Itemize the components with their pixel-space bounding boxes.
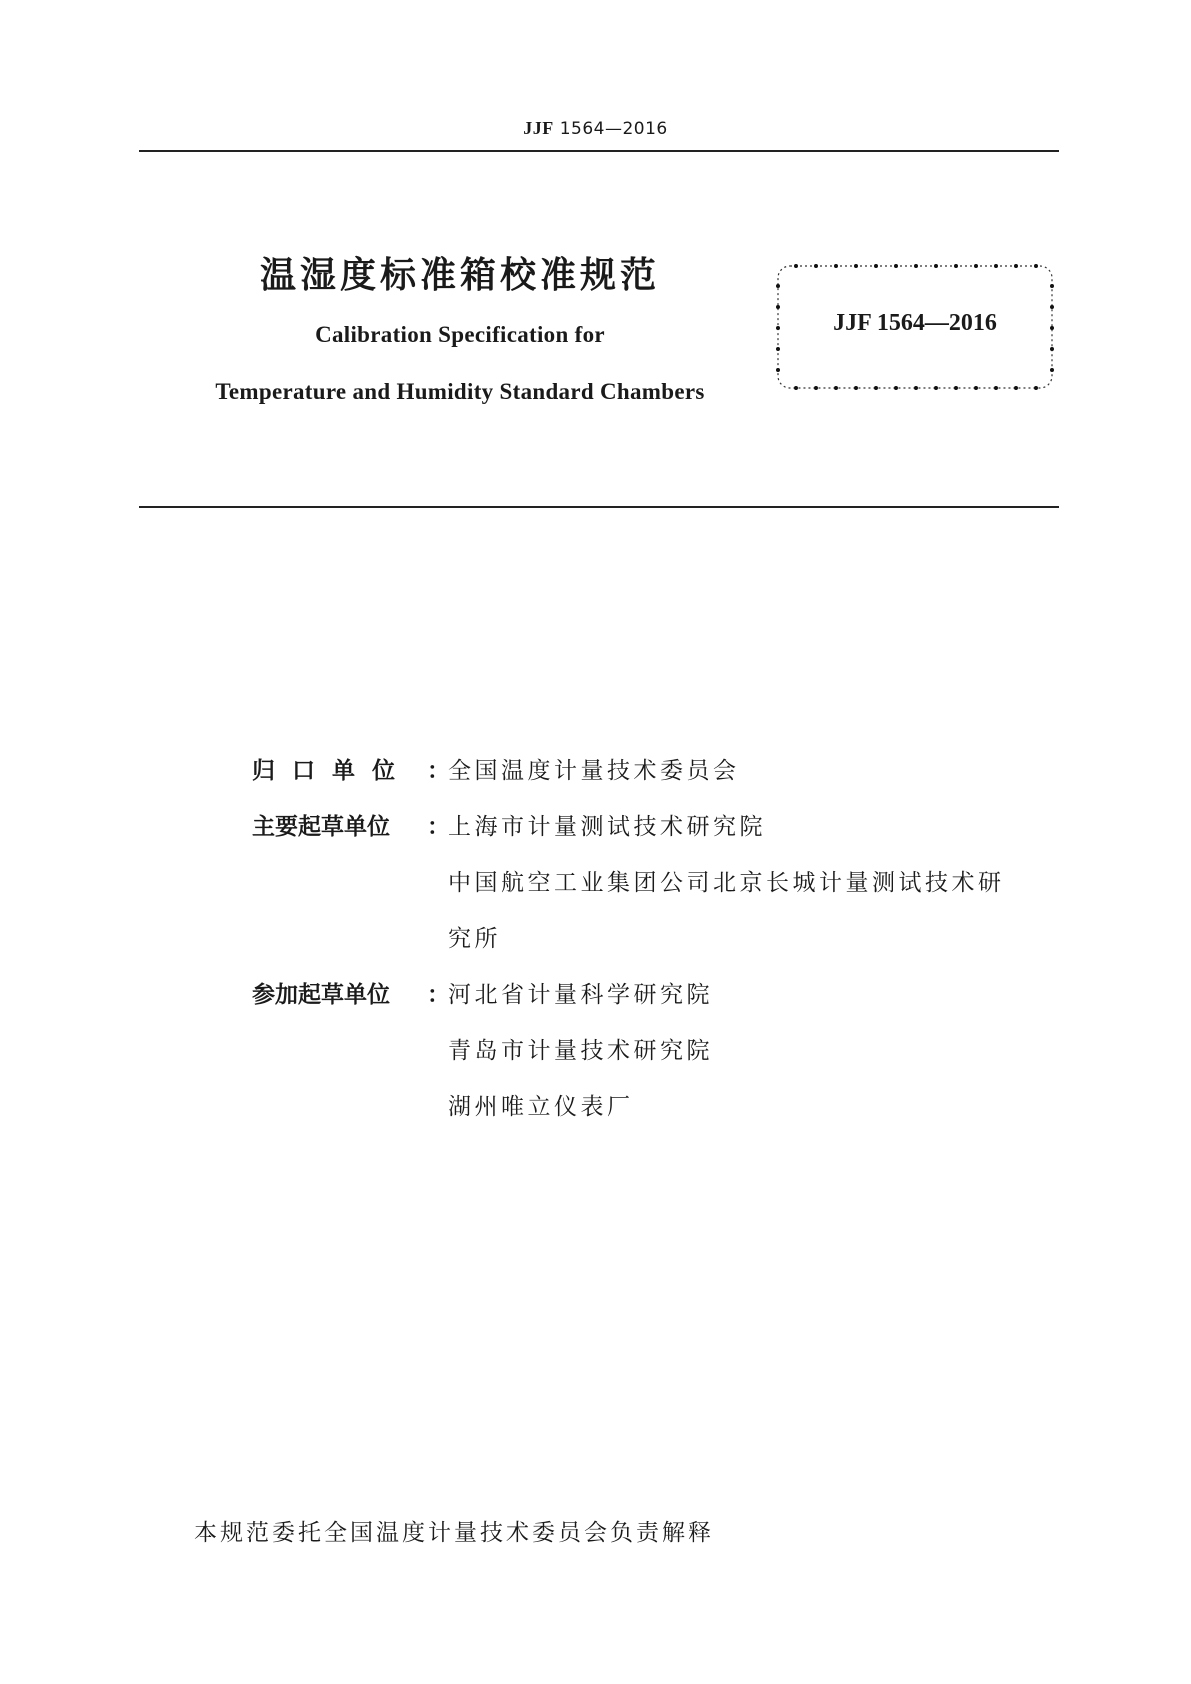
border-dot: [954, 386, 958, 390]
interpretation-note: 本规范委托全国温度计量技术委员会负责解释: [194, 1520, 714, 1546]
main-drafting-unit-label: 主要起草单位: [252, 814, 390, 840]
border-dot: [814, 264, 818, 268]
border-dot: [814, 386, 818, 390]
border-dot: [834, 264, 838, 268]
title-chinese: 温湿度标准箱校准规范: [259, 255, 660, 296]
border-dot: [1014, 386, 1018, 390]
border-dot: [1050, 305, 1054, 309]
header-rule: [139, 150, 1059, 152]
border-dot: [776, 368, 780, 372]
participating-unit-name: 湖州唯立仪表厂: [448, 1094, 634, 1120]
border-dot: [974, 386, 978, 390]
title-english-line-2: Temperature and Humidity Standard Chambers: [215, 379, 705, 404]
standard-number: JJF 1564—2016: [833, 310, 997, 336]
centralized-unit-name: 全国温度计量技术委员会: [448, 758, 740, 784]
main-drafting-unit-colon: ：: [427, 814, 450, 840]
border-dot: [776, 305, 780, 309]
border-dot: [854, 264, 858, 268]
participating-unit-name: 河北省计量科学研究院: [448, 982, 713, 1008]
main-drafting-unit-name: 上海市计量测试技术研究院: [448, 814, 766, 840]
centralized-unit-label: 归口单位: [252, 758, 412, 784]
border-dot: [994, 264, 998, 268]
main-drafting-unit-name: 究所: [448, 926, 501, 952]
border-dot: [776, 284, 780, 288]
border-dot: [994, 386, 998, 390]
border-dot: [1050, 284, 1054, 288]
title-english-line-1: Calibration Specification for: [315, 322, 605, 347]
border-dot: [974, 264, 978, 268]
border-dot: [874, 386, 878, 390]
border-dot: [1034, 386, 1038, 390]
standard-number-box: [774, 262, 1056, 392]
header-code: JJF: [523, 118, 554, 138]
border-dot: [914, 264, 918, 268]
border-dot: [794, 386, 798, 390]
border-dot: [854, 386, 858, 390]
border-dot: [776, 347, 780, 351]
border-dot: [954, 264, 958, 268]
border-dot: [1050, 347, 1054, 351]
border-dot: [1014, 264, 1018, 268]
border-dot: [1050, 368, 1054, 372]
participating-unit-label: 参加起草单位: [252, 982, 390, 1008]
border-dot: [1034, 264, 1038, 268]
border-dot: [874, 264, 878, 268]
border-dot: [934, 386, 938, 390]
centralized-unit-colon: ：: [427, 758, 450, 784]
border-dot: [894, 264, 898, 268]
main-drafting-unit-name: 中国航空工业集团公司北京长城计量测试技术研: [448, 870, 1005, 896]
border-dot: [934, 264, 938, 268]
running-header: [0, 118, 1191, 139]
border-dot: [894, 386, 898, 390]
border-dot: [834, 386, 838, 390]
participating-unit-name: 青岛市计量技术研究院: [448, 1038, 713, 1064]
header-number: 1564—2016: [559, 119, 668, 139]
title-rule: [139, 506, 1059, 508]
border-dot: [794, 264, 798, 268]
border-dot: [914, 386, 918, 390]
participating-unit-colon: ：: [427, 982, 450, 1008]
